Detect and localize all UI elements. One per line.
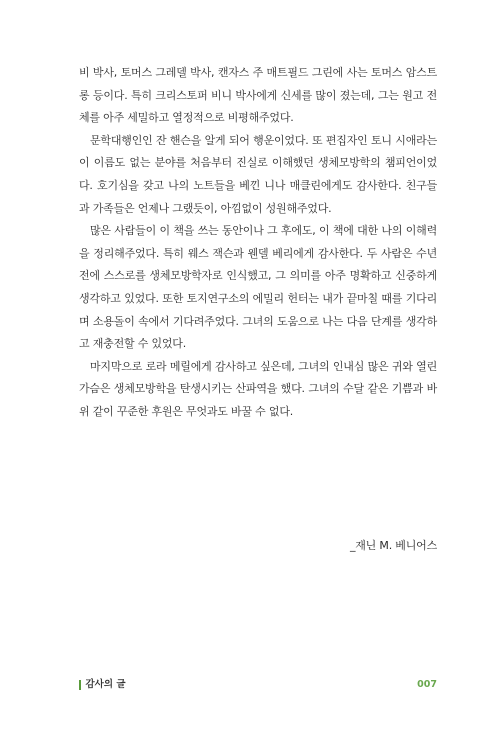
- paragraph-literary-agent: 문학대행인인 잔 핸슨을 알게 되어 행운이었다. 또 편집자인 토니 시애라는 이 이름도 없는 분야를 처음부터 진실로 이해했던 생체모방학의 챔피언이었다. 호기심을 갖고 나의 노트들을 베낀 니나 매클린에게도 감사한다. 친구들과 가족들은 언제나 그랬듯이, 아낌없이 성원해주었다.: [79, 133, 437, 215]
- paragraph-many-people: 많은 사람들이 이 책을 쓰는 동안이나 그 후에도, 이 책에 대한 나의 이해력을 정리해주었다. 특히 웨스 잭슨과 웬델 베리에게 감사한다. 두 사람은 수년 전에 스스로를 생체모방학자로 인식했고, 그 의미를 아주 명확하고 신중하게 생각하고 있었다. 또한 토지연구소의 에밀리 헌터는 내가 끝마칠 때를 기다리며 소용돌이 속에서 기다려주었다. 그녀의 도움으로 나는 다음 단계를 생각하고 재충전할 수 있었다.: [79, 224, 437, 351]
- footer-divider-bar: [79, 680, 81, 690]
- acknowledgements-body: [79, 62, 437, 424]
- author-signature: _재닌 M. 베니어스: [349, 539, 437, 552]
- paragraph-finally: 마지막으로 로라 메릴에게 감사하고 싶은데, 그녀의 인내심 많은 귀와 열린 가슴은 생체모방학을 탄생시키는 산파역을 했다. 그녀의 수달 같은 기쁨과 바위 같이 꾸준한 후원은 무엇과도 바꿀 수 없다.: [79, 359, 437, 418]
- paragraph-continued: 비 박사, 토머스 그레델 박사, 캔자스 주 매트필드 그린에 사는 토머스 암스트롱 등이다. 특히 크리스토퍼 비니 박사에게 신세를 많이 졌는데, 그는 원고 전체를 아주 세밀하고 열정적으로 비평해주었다.: [79, 66, 437, 125]
- section-title: 감사의 글: [85, 679, 126, 690]
- page-number: 007: [417, 679, 437, 690]
- running-footer: [79, 679, 126, 691]
